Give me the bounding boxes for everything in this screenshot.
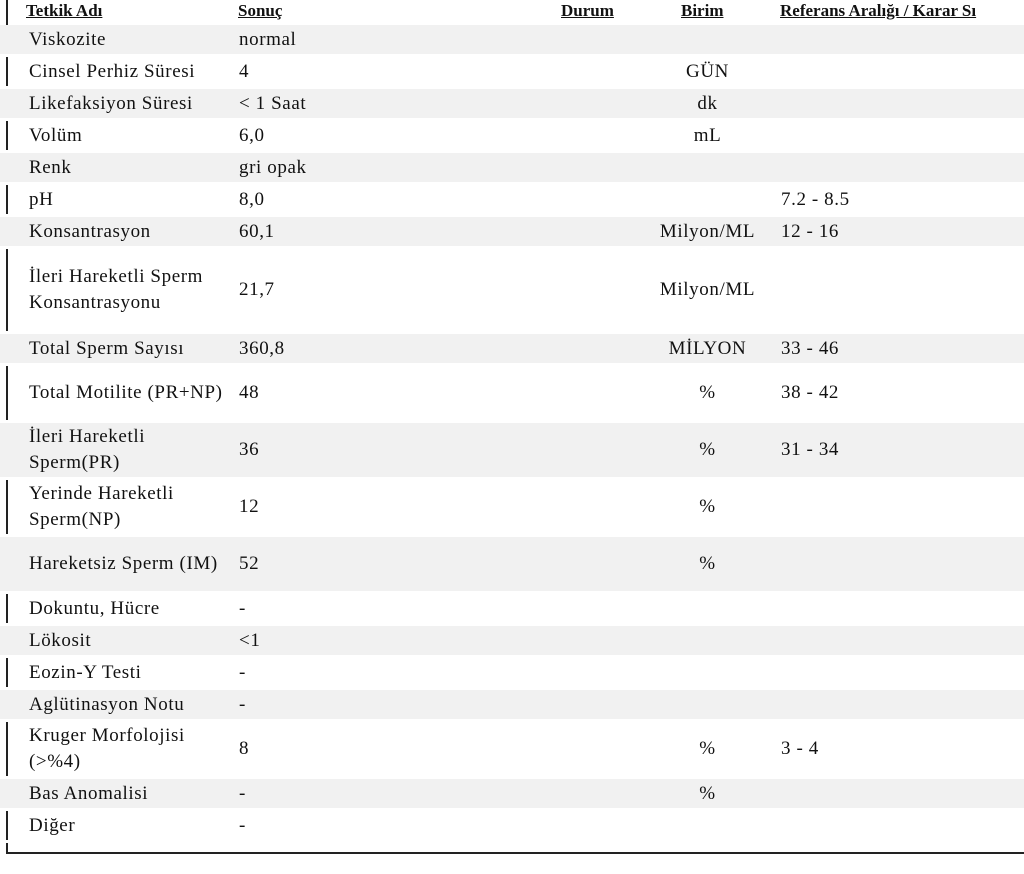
test-unit xyxy=(640,153,775,182)
test-result: 21,7 xyxy=(239,279,275,300)
test-unit xyxy=(640,690,775,719)
test-name: Lökosit xyxy=(29,629,92,651)
header-status: Durum xyxy=(561,1,614,20)
test-result: 48 xyxy=(239,382,260,403)
table-header xyxy=(0,0,1024,24)
test-result: <1 xyxy=(239,629,261,651)
test-name: Kruger Morfolojisi (>%4) xyxy=(29,725,185,772)
test-result: 360,8 xyxy=(239,337,285,359)
test-unit: % xyxy=(699,553,716,574)
table-row xyxy=(0,658,1024,690)
test-name: Cinsel Perhiz Süresi xyxy=(29,60,196,82)
test-name: Renk xyxy=(29,156,72,178)
table-row xyxy=(0,423,1024,480)
test-name: Aglütinasyon Notu xyxy=(29,693,185,715)
test-name: Total Sperm Sayısı xyxy=(29,337,185,359)
test-name: Yerinde Hareketli Sperm(NP) xyxy=(29,483,174,530)
test-result: 60,1 xyxy=(239,220,275,242)
test-unit xyxy=(640,594,775,623)
test-name: Diğer xyxy=(29,814,76,836)
table-row xyxy=(0,217,1024,249)
test-unit: % xyxy=(699,782,716,804)
test-name: Viskozite xyxy=(29,28,107,50)
test-result: 52 xyxy=(239,553,260,574)
header-reference-range: Referans Aralığı / Karar Sı xyxy=(780,1,977,20)
test-unit: % xyxy=(699,382,716,403)
table-row xyxy=(0,722,1024,779)
test-result: - xyxy=(239,782,246,804)
test-unit: MİLYON xyxy=(668,337,747,359)
test-name: İleri Hareketli Sperm(PR) xyxy=(29,426,146,473)
header-unit: Birim xyxy=(681,1,724,20)
test-name: Konsantrasyon xyxy=(29,220,151,242)
test-name: Likefaksiyon Süresi xyxy=(29,92,193,114)
test-unit: mL xyxy=(693,124,722,146)
table-row xyxy=(0,89,1024,121)
test-result: - xyxy=(239,597,246,619)
test-reference: 7.2 - 8.5 xyxy=(781,188,850,210)
test-reference: 3 - 4 xyxy=(781,738,819,759)
table-row xyxy=(0,334,1024,366)
test-name: Total Motilite (PR+NP) xyxy=(29,382,223,403)
table-row xyxy=(0,594,1024,626)
test-result: - xyxy=(239,814,246,836)
table-row xyxy=(0,185,1024,217)
table-row xyxy=(0,121,1024,153)
test-unit: dk xyxy=(697,92,718,114)
table-row xyxy=(0,480,1024,537)
table-row xyxy=(0,626,1024,658)
test-reference: 33 - 46 xyxy=(781,337,840,359)
test-unit: GÜN xyxy=(686,60,729,82)
results-table xyxy=(0,25,1024,843)
table-row xyxy=(0,537,1024,594)
test-unit: Milyon/ML xyxy=(659,220,756,242)
test-name: İleri Hareketli Sperm Konsantrasyonu xyxy=(29,266,204,313)
test-unit xyxy=(640,658,775,687)
table-row xyxy=(0,153,1024,185)
table-row xyxy=(0,366,1024,423)
test-unit: Milyon/ML xyxy=(659,279,756,300)
header-test-name: Tetkik Adı xyxy=(26,1,103,20)
table-row xyxy=(0,811,1024,843)
table-row xyxy=(0,25,1024,57)
test-result: - xyxy=(239,661,246,683)
test-name: Volüm xyxy=(29,124,83,146)
test-result: normal xyxy=(239,28,297,50)
test-name: Bas Anomalisi xyxy=(29,782,149,804)
test-unit xyxy=(640,626,775,655)
test-result: gri opak xyxy=(239,156,307,178)
test-result: 4 xyxy=(239,60,250,82)
test-result: 8 xyxy=(239,738,250,759)
test-result: 6,0 xyxy=(239,124,265,146)
test-unit xyxy=(640,185,775,214)
test-name: pH xyxy=(29,188,54,210)
test-name: Hareketsiz Sperm (IM) xyxy=(29,553,218,574)
test-result: < 1 Saat xyxy=(239,92,307,114)
test-reference: 12 - 16 xyxy=(781,220,840,242)
test-unit: % xyxy=(699,738,716,759)
test-result: 8,0 xyxy=(239,188,265,210)
test-unit: % xyxy=(699,439,716,460)
table-row xyxy=(0,57,1024,89)
table-row xyxy=(0,779,1024,811)
test-unit xyxy=(640,25,775,54)
test-result: 36 xyxy=(239,439,260,460)
test-result: - xyxy=(239,693,246,715)
test-name: Dokuntu, Hücre xyxy=(29,597,160,619)
header-result: Sonuç xyxy=(238,1,283,20)
test-reference: 38 - 42 xyxy=(781,382,840,403)
table-row xyxy=(0,249,1024,334)
test-reference: 31 - 34 xyxy=(781,439,840,460)
test-unit xyxy=(640,811,775,840)
table-row xyxy=(0,690,1024,722)
test-name: Eozin-Y Testi xyxy=(29,661,142,683)
test-result: 12 xyxy=(239,496,260,517)
test-unit: % xyxy=(699,496,716,517)
